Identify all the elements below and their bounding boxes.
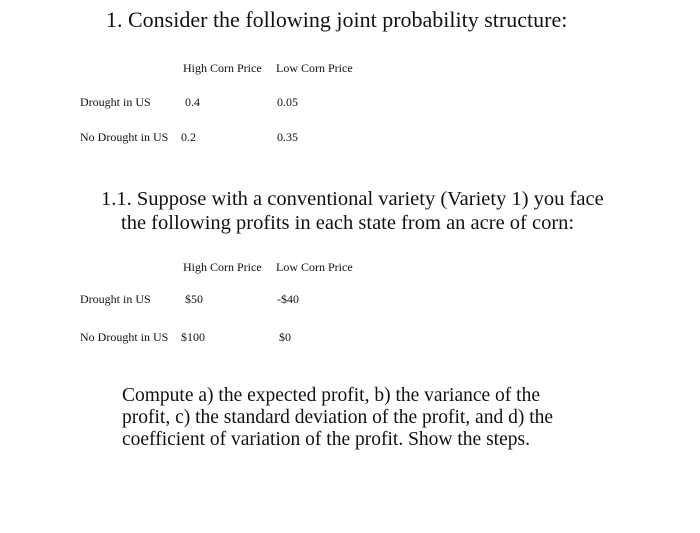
table1-cell-low: 0.05 bbox=[277, 95, 298, 109]
table2-cell-high: $50 bbox=[185, 292, 203, 306]
subquestion-line-1: 1.1. Suppose with a conventional variety (Variety 1) you face bbox=[101, 188, 604, 210]
table2-header-high: High Corn Price bbox=[183, 260, 262, 274]
table1-cell-high: 0.2 bbox=[181, 130, 196, 144]
table1-cell-low: 0.35 bbox=[277, 130, 298, 144]
subquestion-line-2: the following profits in each state from an acre of corn: bbox=[121, 212, 575, 234]
table2-header-low: Low Corn Price bbox=[276, 260, 353, 274]
table1-header-low: Low Corn Price bbox=[276, 61, 353, 75]
question-title: 1. Consider the following joint probability structure: bbox=[106, 7, 568, 32]
table2-row-label: Drought in US bbox=[80, 292, 151, 306]
instructions-line-3: coefficient of variation of the profit. Show the steps. bbox=[122, 429, 530, 450]
table1-row-label: Drought in US bbox=[80, 95, 151, 109]
table2-cell-low: $0 bbox=[279, 330, 291, 344]
table1-cell-high: 0.4 bbox=[185, 95, 200, 109]
instructions-line-1: Compute a) the expected profit, b) the variance of the bbox=[122, 385, 540, 406]
instructions-line-2: profit, c) the standard deviation of the profit, and d) the bbox=[122, 407, 554, 428]
table2-row-label: No Drought in US bbox=[80, 330, 169, 344]
table2-cell-high: $100 bbox=[181, 330, 205, 344]
table2-cell-low: -$40 bbox=[277, 292, 299, 306]
table1-header-high: High Corn Price bbox=[183, 61, 262, 75]
table1-row-label: No Drought in US bbox=[80, 130, 169, 144]
